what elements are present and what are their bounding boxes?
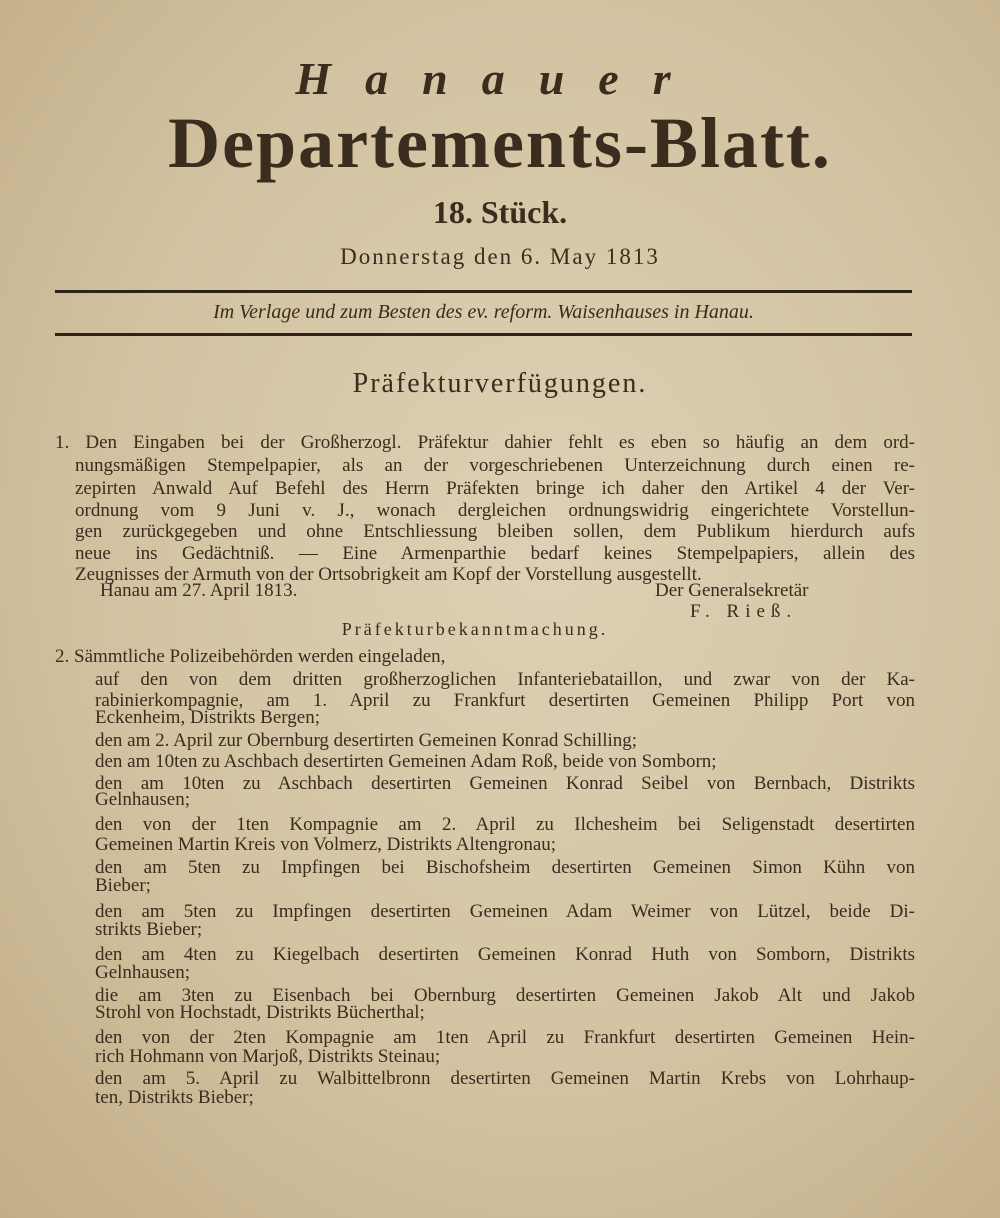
signer-name: F. Rieß. [690,601,798,622]
signer-title: Der Generalsekretär [655,580,809,601]
text-line: Eckenheim, Distrikts Bergen; [95,707,320,728]
text-line: 2. Sämmtliche Polizeibehörden werden eingeladen, [55,646,446,667]
text-line: Zeugnisses der Armuth von der Ortsobrigkeit am Kopf der Vorstellung ausgestellt. [75,564,702,585]
text-line: rabinierkompagnie, am 1. April zu Frankfurt desertirten Gemeinen Philipp Port von [95,690,915,711]
section1-heading: Präfekturverfügungen. [352,368,648,399]
masthead-title-top: Hanauer [295,53,705,104]
divider-top [55,290,912,293]
text-line: auf den von dem dritten großherzoglichen Infanteriebataillon, und zwar von der Ka- [95,669,915,690]
section2-heading: Präfekturbekanntmachung. [341,619,609,639]
text-line: Gemeinen Martin Kreis von Volmerz, Distrikts Altengronau; [95,834,557,855]
text-line: den am 10ten zu Aschbach desertirten Gemeinen Adam Roß, beide von Somborn; [95,751,717,772]
text-line: rich Hohmann von Marjoß, Distrikts Steinau; [95,1046,441,1067]
text-line: neue ins Gedächtniß. — Eine Armenparthie bedarf keines Stempelpapiers, allein des [75,543,915,564]
text-line: die am 3ten zu Eisenbach bei Obernburg desertirten Gemeinen Jakob Alt und Jakob [95,985,915,1006]
text-line: ordnung vom 9 Juni v. J., wonach dergleichen ordnungswidrig eingerichtete Vorstellun- [75,500,915,521]
text-line: den am 5ten zu Impfingen bei Bischofsheim desertirten Gemeinen Simon Kühn von [95,857,915,878]
text-line: ten, Distrikts Bieber; [95,1087,254,1108]
masthead-title: Departements-Blatt. [168,103,832,183]
text-line: den am 4ten zu Kiegelbach desertirten Gemeinen Konrad Huth von Somborn, Distrikts [95,944,915,965]
imprint: Im Verlage und zum Besten des ev. reform. Waisenhauses in Hanau. [213,301,754,323]
text-line: Bieber; [95,875,151,896]
text-line: strikts Bieber; [95,919,203,940]
text-line: den am 5. April zu Walbittelbronn desertirten Gemeinen Martin Krebs von Lohrhaup- [95,1068,915,1089]
text-line: zepirten Anwald Auf Befehl des Herrn Präfekten bringe ich daher den Artikel 4 der Ver- [75,478,915,499]
text-line: Gelnhausen; [95,789,190,810]
text-line: den von der 1ten Kompagnie am 2. April zu Ilchesheim bei Seligenstadt desertirten [95,814,915,835]
text-line: den am 5ten zu Impfingen desertirten Gemeinen Adam Weimer von Lützel, beide Di- [95,901,915,922]
text-line: den von der 2ten Kompagnie am 1ten April zu Frankfurt desertirten Gemeinen Hein- [95,1027,915,1048]
divider-bottom [55,333,912,336]
text-line: den am 10ten zu Aschbach desertirten Gemeinen Konrad Seibel von Bernbach, Distrikts [95,773,915,794]
place-date: Hanau am 27. April 1813. [100,580,298,601]
issue-number: 18. Stück. [432,194,568,230]
text-line: Gelnhausen; [95,962,190,983]
issue-date: Donnerstag den 6. May 1813 [340,244,660,269]
text-line: den am 2. April zur Obernburg desertirten Gemeinen Konrad Schilling; [95,730,638,751]
text-line: nungsmäßigen Stempelpapier, als an der vorgeschriebenen Unterzeichnung durch einen re- [75,455,915,476]
text-line: 1. Den Eingaben bei der Großherzogl. Präfektur dahier fehlt es eben so häufig an dem ord- [55,432,915,453]
text-line: gen zurückgegeben und ohne Entschliessung bleiben sollen, dem Publikum hierdurch aufs [75,521,915,542]
text-line: Strohl von Hochstadt, Distrikts Bücherthal; [95,1002,425,1023]
